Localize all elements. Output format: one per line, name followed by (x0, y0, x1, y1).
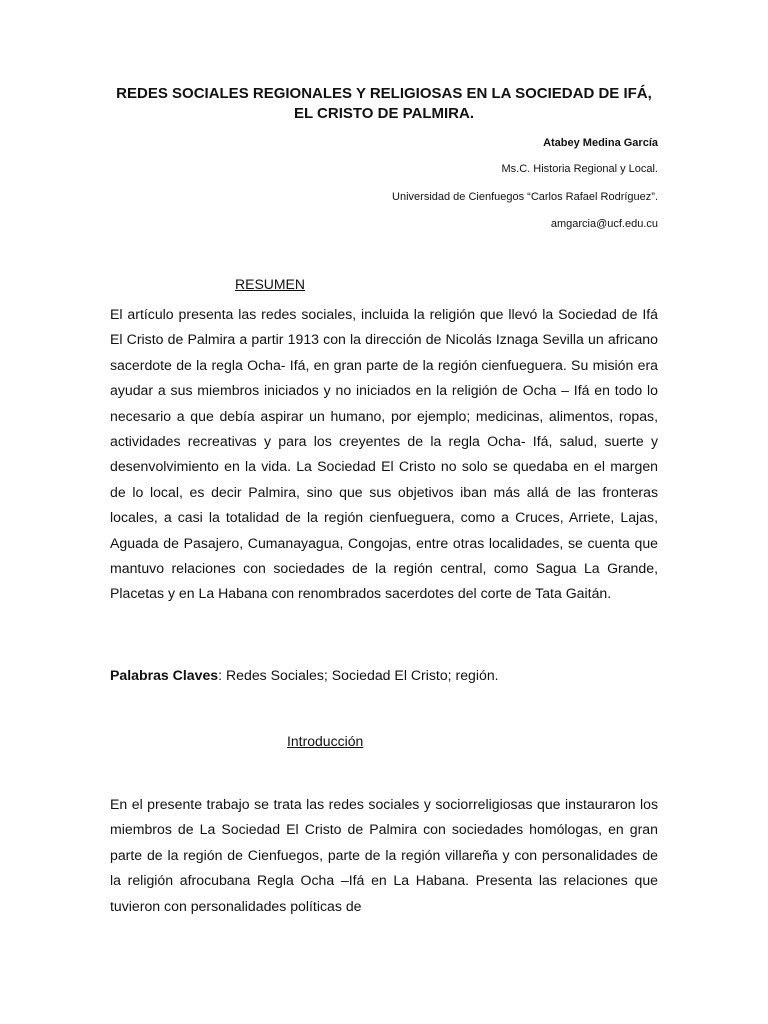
author-degree: Ms.C. Historia Regional y Local. (501, 163, 658, 175)
author-name: Atabey Medina García (543, 137, 658, 149)
keywords-label: Palabras Claves (110, 667, 219, 683)
author-email: amgarcia@ucf.edu.cu (550, 218, 658, 230)
author-institution: Universidad de Cienfuegos “Carlos Rafael Rodríguez”. (392, 191, 658, 203)
abstract-paragraph: El artículo presenta las redes sociales, incluida la religión que llevó la Sociedad de Ifá El Cristo de Palmira a partir 1913 con la dirección de Nicolás Iznaga Sevilla un africano sacerdote de la regla Ocha- Ifá, en gran parte de la región cienfueguera. Su misión era ayudar a sus miembros iniciados y no iniciados en la religión de Ocha – Ifá en todo lo necesario a que debía aspirar un humano, por ejemplo; medicinas, alimentos, ropas, actividades recreativas y para los creyentes de la regla Ocha- Ifá, salud, suerte y desenvolvimiento en la vida. La Sociedad El Cristo no solo se quedaba en el margen de lo local, es decir Palmira, sino que sus objetivos iban más allá de las fronteras locales, a casi la totalidad de la región cienfueguera, como a Cruces, Arriete, Lajas, Aguada de Pasajero, Cumanayagua, Congojas, entre otras localidades, se cuenta que mantuvo relaciones con sociedades de la región central, como Sagua La Grande, Placetas y en La Habana con renombrados sacerdotes del corte de Tata Gaitán. (110, 306, 658, 602)
abstract-heading: RESUMEN (235, 276, 306, 292)
introduction-paragraph: En el presente trabajo se trata las redes sociales y sociorreligiosas que instauraron los miembros de La Sociedad El Cristo de Palmira con sociedades homólogas, en gran parte de la región de Cienfuegos, parte de la región villareña y con personalidades de la religión afrocubana Regla Ocha –Ifá en La Habana. Presenta las relaciones que tuvieron con personalidades políticas de (110, 796, 658, 914)
paper-title: REDES SOCIALES REGIONALES Y RELIGIOSAS EN LA SOCIEDAD DE IFÁ, EL CRISTO DE PALMIRA. (116, 85, 652, 122)
introduction-heading: Introducción (287, 733, 364, 749)
keywords-line (110, 664, 499, 686)
keywords-text: : Redes Sociales; Sociedad El Cristo; región. (218, 667, 499, 683)
